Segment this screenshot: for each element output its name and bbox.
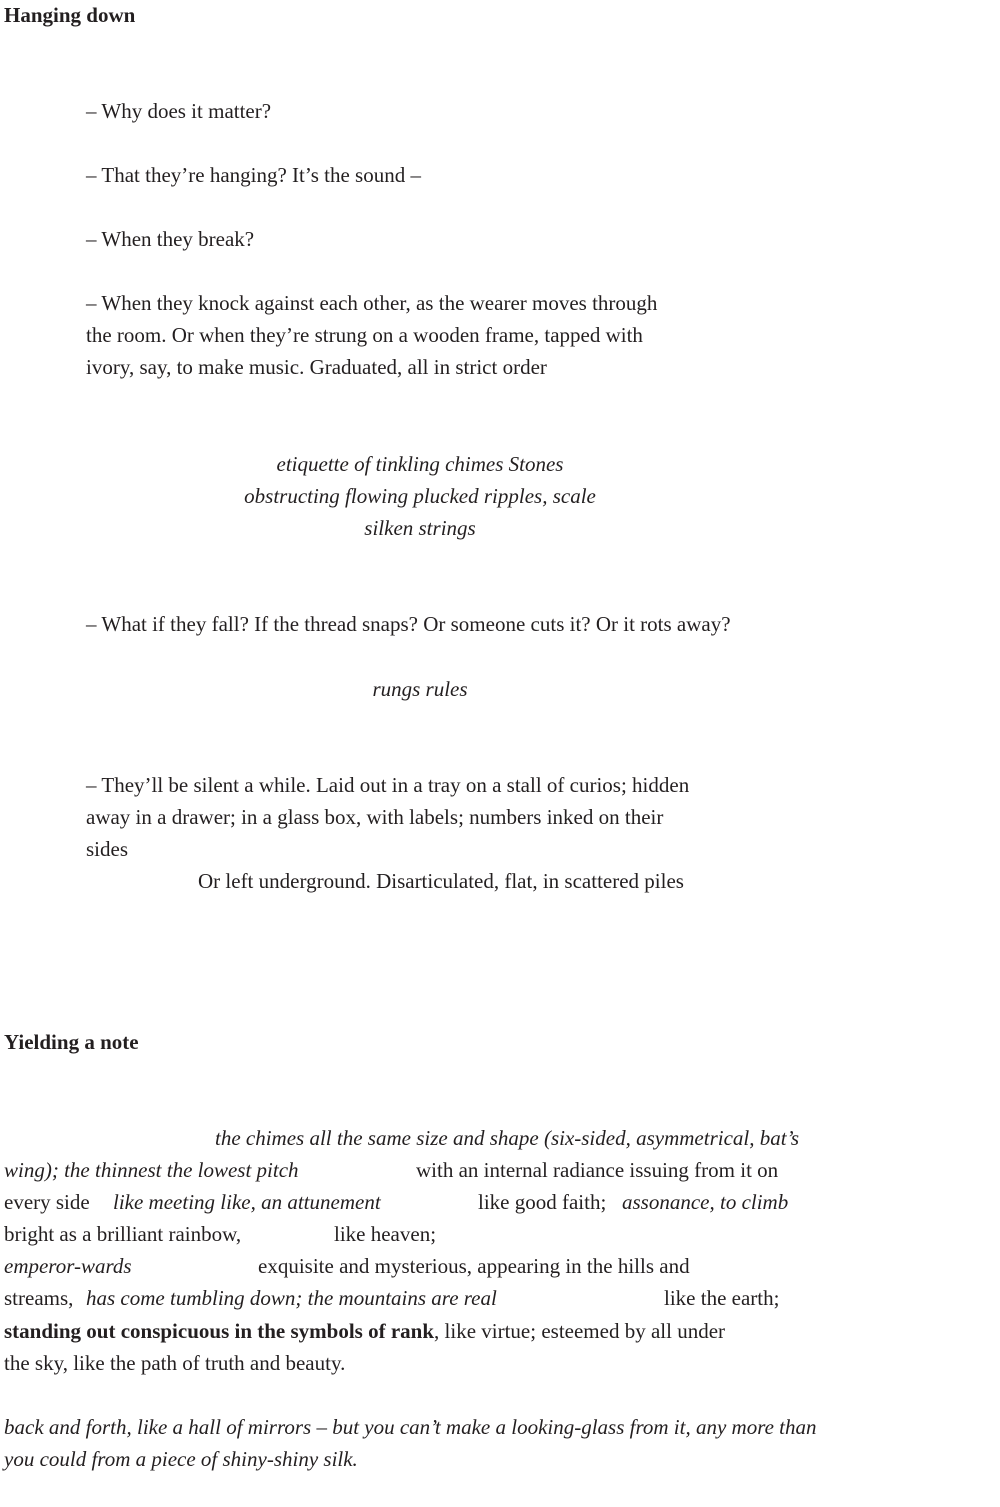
closing-line: away in a drawer; in a glass box, with labels; numbers inked on their: [86, 805, 664, 829]
italic-verse-line: etiquette of tinkling chimes Stones: [276, 452, 564, 476]
closing-line: sides: [86, 837, 128, 861]
prose-fragment: streams,: [4, 1286, 74, 1310]
dialogue-line: the room. Or when they’re strung on a wooden frame, tapped with: [86, 323, 643, 347]
dialogue-line: – That they’re hanging? It’s the sound –: [86, 163, 421, 187]
italic-verse-line: silken strings: [364, 516, 476, 540]
prose-fragment: the sky, like the path of truth and beauty.: [4, 1351, 346, 1375]
prose-fragment-italic: assonance, to climb: [622, 1190, 789, 1214]
prose-fragment: like the earth;: [664, 1286, 780, 1310]
prose-fragment: every side: [4, 1190, 90, 1214]
prose-fragment-italic: like meeting like, an attunement: [113, 1190, 381, 1214]
prose-fragment-italic: has come tumbling down; the mountains are real: [86, 1286, 497, 1310]
prose-fragment-italic: the chimes all the same size and shape (six-sided, asymmetrical, bat’s: [215, 1126, 800, 1150]
dialogue-line: – When they break?: [86, 227, 255, 251]
prose-fragment-italic: emperor-wards: [4, 1254, 132, 1278]
prose-fragment: like good faith;: [478, 1190, 607, 1214]
dialogue-line: ivory, say, to make music. Graduated, all in strict order: [86, 355, 547, 379]
dialogue-line: – Why does it matter?: [86, 99, 272, 123]
italic-verse-line: obstructing flowing plucked ripples, scale: [244, 484, 596, 508]
prose-fragment: bright as a brilliant rainbow,: [4, 1222, 242, 1246]
bold-phrase: standing out conspicuous in the symbols of rank: [4, 1319, 435, 1343]
prose-fragment: , like virtue; esteemed by all under: [434, 1319, 726, 1343]
prose-fragment-italic: wing); the thinnest the lowest pitch: [4, 1158, 299, 1182]
section-heading-yielding-a-note: Yielding a note: [4, 1030, 139, 1054]
prose-fragment: exquisite and mysterious, appearing in the hills and: [258, 1254, 690, 1278]
prose-fragment: like heaven;: [334, 1222, 437, 1246]
prose-fragment: with an internal radiance issuing from it on: [416, 1158, 779, 1182]
closing-line: – They’ll be silent a while. Laid out in a tray on a stall of curios; hidden: [86, 773, 690, 797]
prose-line: [4, 1318, 725, 1344]
prose-fragment-italic: you could from a piece of shiny-shiny silk.: [4, 1447, 358, 1471]
dialogue-line: – When they knock against each other, as the wearer moves through: [86, 291, 658, 315]
prose-fragment-italic: back and forth, like a hall of mirrors – but you can’t make a looking-glass from it, any more than: [4, 1415, 817, 1439]
section-heading-hanging-down: Hanging down: [4, 3, 136, 27]
italic-verse-line: rungs rules: [372, 677, 468, 701]
question-line: – What if they fall? If the thread snaps? Or someone cuts it? Or it rots away?: [86, 612, 731, 636]
closing-line: Or left underground. Disarticulated, flat, in scattered piles: [198, 869, 684, 893]
